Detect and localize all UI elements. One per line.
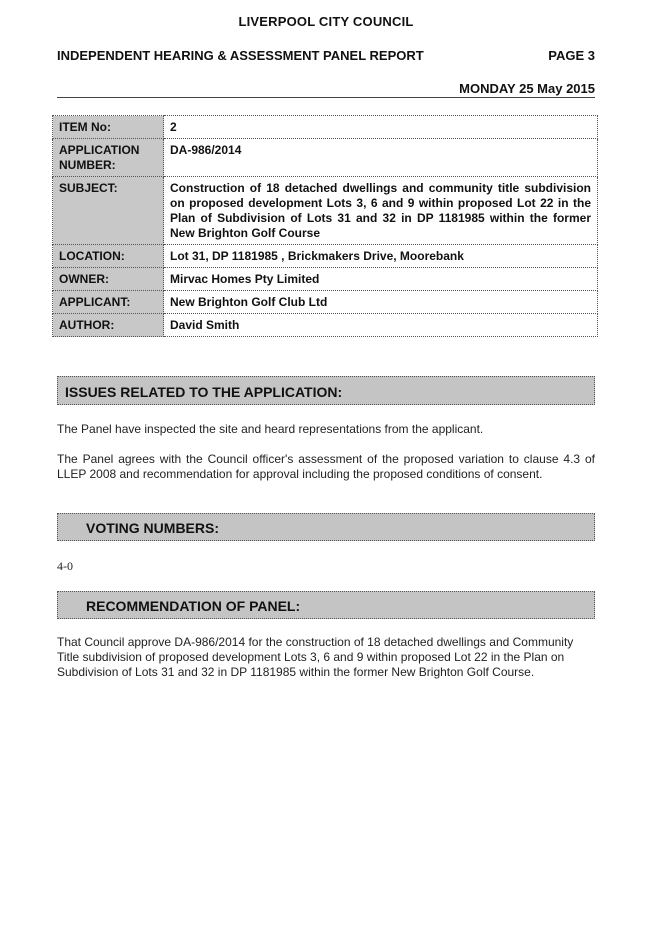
table-row bbox=[53, 268, 598, 291]
applicant-label: APPLICANT: bbox=[53, 291, 164, 314]
item-no-label: ITEM No: bbox=[53, 116, 164, 139]
voting-heading: VOTING NUMBERS: bbox=[57, 513, 595, 541]
subject-value: Construction of 18 detached dwellings and community title subdivision on proposed development Lots 3, 6 and 9 within proposed Lot 22 in the Plan of Subdivision of Lots 31 and 32 in DP 1181985 within the former New Brighton Golf Course bbox=[164, 177, 598, 245]
meeting-date: MONDAY 25 May 2015 bbox=[459, 81, 595, 96]
council-name: LIVERPOOL CITY COUNCIL bbox=[238, 14, 414, 29]
application-summary-table bbox=[52, 115, 598, 337]
application-number-value: DA-986/2014 bbox=[164, 139, 598, 177]
application-number-label: APPLICATION NUMBER: bbox=[53, 139, 164, 177]
owner-label: OWNER: bbox=[53, 268, 164, 291]
table-row bbox=[53, 291, 598, 314]
table-row bbox=[53, 177, 598, 245]
author-label: AUTHOR: bbox=[53, 314, 164, 337]
recommendation-heading: RECOMMENDATION OF PANEL: bbox=[57, 591, 595, 619]
date-underline bbox=[57, 97, 595, 98]
report-title: INDEPENDENT HEARING & ASSESSMENT PANEL REPORT bbox=[57, 48, 424, 63]
table-row bbox=[53, 245, 598, 268]
table-row bbox=[53, 116, 598, 139]
issues-paragraph-1: The Panel have inspected the site and heard representations from the applicant. bbox=[57, 422, 484, 436]
issues-paragraph-2: The Panel agrees with the Council officer's assessment of the proposed variation to clause 4.3 of LLEP 2008 and recommendation for approval including the proposed conditions of consent. bbox=[57, 452, 595, 481]
subject-label: SUBJECT: bbox=[53, 177, 164, 245]
recommendation-text: That Council approve DA-986/2014 for the construction of 18 detached dwellings and Community Title subdivision of proposed development Lots 3, 6 and 9 within proposed Lot 22 in the Plan on Subdivision of Lots 31 and 32 in DP 1181985 within the former New Brighton Golf Course. bbox=[57, 635, 574, 679]
table-row bbox=[53, 314, 598, 337]
item-no-value: 2 bbox=[164, 116, 598, 139]
location-value: Lot 31, DP 1181985 , Brickmakers Drive, Moorebank bbox=[164, 245, 598, 268]
owner-value: Mirvac Homes Pty Limited bbox=[164, 268, 598, 291]
table-row bbox=[53, 139, 598, 177]
issues-heading: ISSUES RELATED TO THE APPLICATION: bbox=[57, 376, 595, 405]
page-number: PAGE 3 bbox=[548, 48, 595, 63]
voting-result: 4-0 bbox=[57, 559, 73, 573]
applicant-value: New Brighton Golf Club Ltd bbox=[164, 291, 598, 314]
author-value: David Smith bbox=[164, 314, 598, 337]
location-label: LOCATION: bbox=[53, 245, 164, 268]
